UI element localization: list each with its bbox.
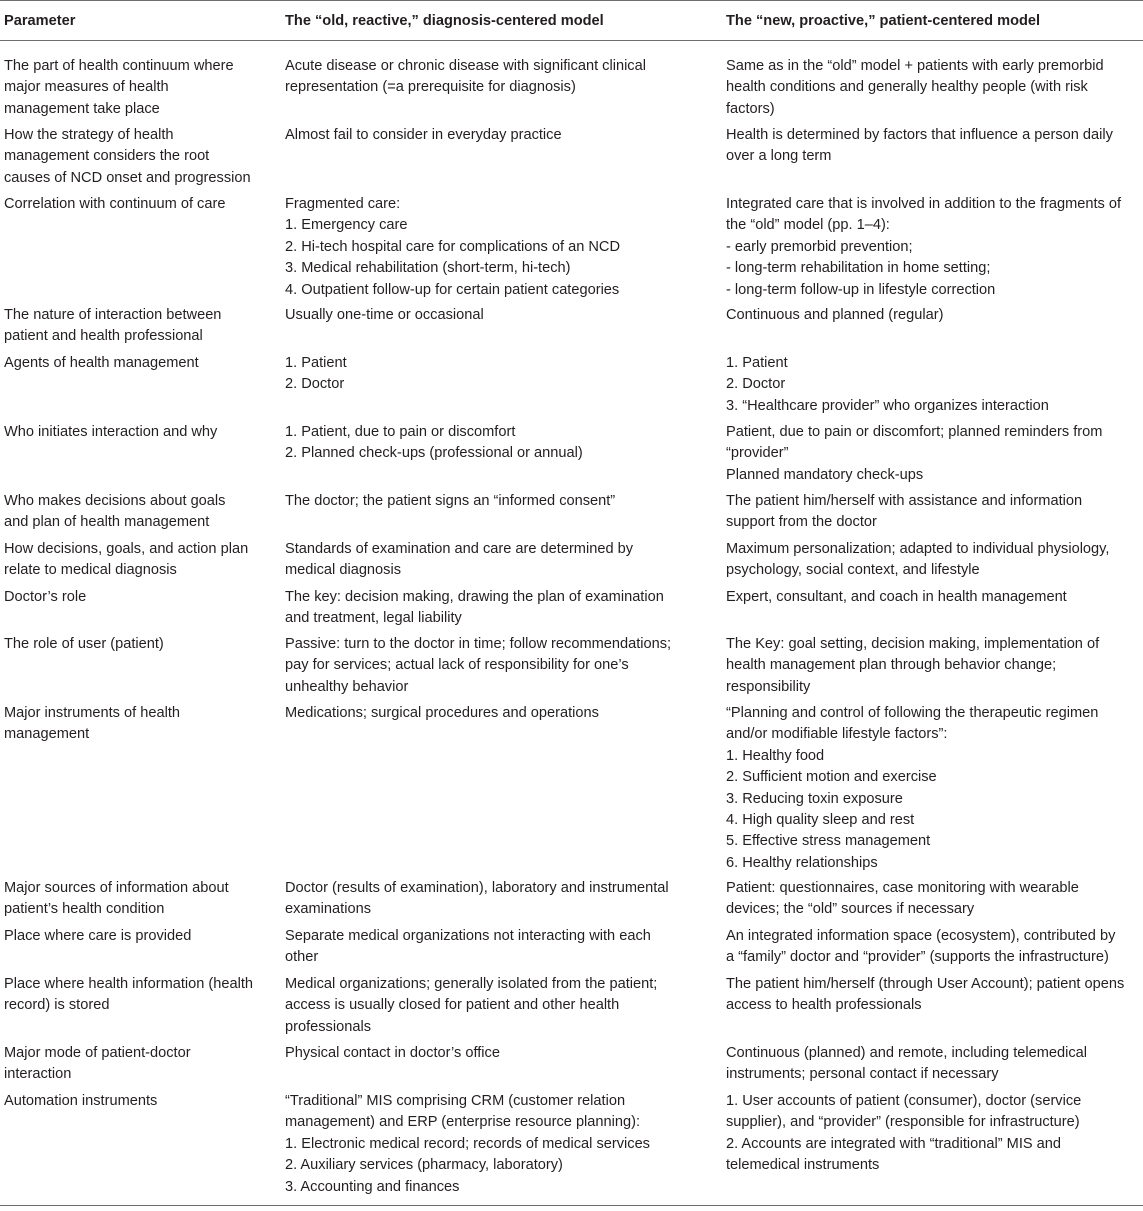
header-new-model: The “new, proactive,” patient-centered model	[726, 13, 1041, 29]
cell-new-model: The patient him/herself with assistance and information support from the doctor	[726, 493, 1083, 531]
cell-parameter: Major instruments of health management	[4, 705, 181, 743]
cell-parameter: Automation instruments	[4, 1093, 158, 1109]
cell-old-model: Usually one-time or occasional	[285, 307, 484, 323]
cell-new-model: 1. User accounts of patient (consumer), doctor (service supplier), and “provider” (responsible for infrastructure) 2. Accounts are integrated with “traditional” MIS and telemedical instruments	[726, 1093, 1082, 1174]
cell-new-model: Continuous and planned (regular)	[726, 307, 944, 323]
cell-new-model: “Planning and control of following the therapeutic regimen and/or modifiable lifestyle factors”: 1. Healthy food 2. Sufficient motion and exercise 3. Reducing toxin exposure 4. High quality sleep and rest 5. Effective stress management 6. Healthy relationships	[726, 705, 1099, 871]
cell-parameter: Agents of health management	[4, 355, 199, 371]
cell-parameter: The role of user (patient)	[4, 636, 164, 652]
cell-new-model: Patient: questionnaires, case monitoring with wearable devices; the “old” sources if necessary	[726, 880, 1079, 918]
cell-old-model: Physical contact in doctor’s office	[285, 1045, 500, 1061]
cell-parameter: The part of health continuum where major measures of health management take place	[4, 58, 234, 117]
cell-parameter: Place where health information (health record) is stored	[4, 976, 254, 1014]
cell-new-model: Maximum personalization; adapted to individual physiology, psychology, social context, and lifestyle	[726, 541, 1110, 579]
cell-new-model: Same as in the “old” model + patients with early premorbid health conditions and generally healthy people (with risk factors)	[726, 58, 1104, 117]
cell-new-model: Integrated care that is involved in addition to the fragments of the “old” model (pp. 1–4): - early premorbid prevention; - long-term rehabilitation in home setting; - long-term follow-up in lifestyle correction	[726, 196, 1122, 298]
cell-parameter: Correlation with continuum of care	[4, 196, 226, 212]
header-old-model: The “old, reactive,” diagnosis-centered model	[285, 13, 604, 29]
cell-parameter: Doctor’s role	[4, 589, 87, 605]
cell-old-model: The doctor; the patient signs an “informed consent”	[285, 493, 616, 509]
cell-old-model: Acute disease or chronic disease with significant clinical representation (=a prerequisite for diagnosis)	[285, 58, 646, 96]
cell-new-model: The Key: goal setting, decision making, implementation of health management plan through behavior change; responsibility	[726, 636, 1100, 695]
cell-new-model: 1. Patient 2. Doctor 3. “Healthcare provider” who organizes interaction	[726, 355, 1049, 414]
cell-parameter: How the strategy of health management considers the root causes of NCD onset and progression	[4, 127, 251, 186]
cell-new-model: The patient him/herself (through User Account); patient opens access to health professionals	[726, 976, 1125, 1014]
cell-old-model: Medical organizations; generally isolated from the patient; access is usually closed for patient and other health professionals	[285, 976, 658, 1035]
cell-old-model: “Traditional” MIS comprising CRM (customer relation management) and ERP (enterprise resource planning): 1. Electronic medical record; records of medical services 2. Auxiliary services (pharmacy, laboratory) 3. Accounting and finances	[285, 1093, 650, 1195]
cell-old-model: Medications; surgical procedures and operations	[285, 705, 599, 721]
cell-old-model: 1. Patient 2. Doctor	[285, 355, 347, 393]
cell-old-model: The key: decision making, drawing the plan of examination and treatment, legal liability	[285, 589, 664, 627]
cell-old-model: Doctor (results of examination), laboratory and instrumental examinations	[285, 880, 669, 918]
table-header-rule	[0, 40, 1143, 41]
cell-old-model: Separate medical organizations not interacting with each other	[285, 928, 651, 966]
cell-old-model: Passive: turn to the doctor in time; follow recommendations; pay for services; actual lack of responsibility for one’s unhealthy behavior	[285, 636, 672, 695]
cell-old-model: Fragmented care: 1. Emergency care 2. Hi-tech hospital care for complications of an NCD 3. Medical rehabilitation (short-term, hi-tech) 4. Outpatient follow-up for certain patient categories	[285, 196, 620, 298]
cell-old-model: Standards of examination and care are determined by medical diagnosis	[285, 541, 634, 579]
cell-old-model: Almost fail to consider in everyday practice	[285, 127, 562, 143]
cell-new-model: An integrated information space (ecosystem), contributed by a “family” doctor and “provider” (supports the infrastructure)	[726, 928, 1116, 966]
cell-parameter: The nature of interaction between patient and health professional	[4, 307, 222, 345]
cell-new-model: Patient, due to pain or discomfort; planned reminders from “provider” Planned mandatory check-ups	[726, 424, 1103, 483]
cell-parameter: Major sources of information about patient’s health condition	[4, 880, 229, 918]
cell-parameter: Place where care is provided	[4, 928, 192, 944]
cell-old-model: 1. Patient, due to pain or discomfort 2. Planned check-ups (professional or annual)	[285, 424, 583, 462]
table-bottom-rule	[0, 1205, 1143, 1206]
cell-parameter: Major mode of patient-doctor interaction	[4, 1045, 191, 1083]
header-parameter: Parameter	[4, 13, 76, 29]
cell-new-model: Expert, consultant, and coach in health management	[726, 589, 1067, 605]
cell-new-model: Continuous (planned) and remote, including telemedical instruments; personal contact if necessary	[726, 1045, 1088, 1083]
cell-parameter: How decisions, goals, and action plan relate to medical diagnosis	[4, 541, 249, 579]
table-top-rule	[0, 0, 1143, 1]
cell-parameter: Who initiates interaction and why	[4, 424, 218, 440]
cell-parameter: Who makes decisions about goals and plan of health management	[4, 493, 226, 531]
cell-new-model: Health is determined by factors that influence a person daily over a long term	[726, 127, 1113, 165]
table-header	[0, 12, 1143, 34]
